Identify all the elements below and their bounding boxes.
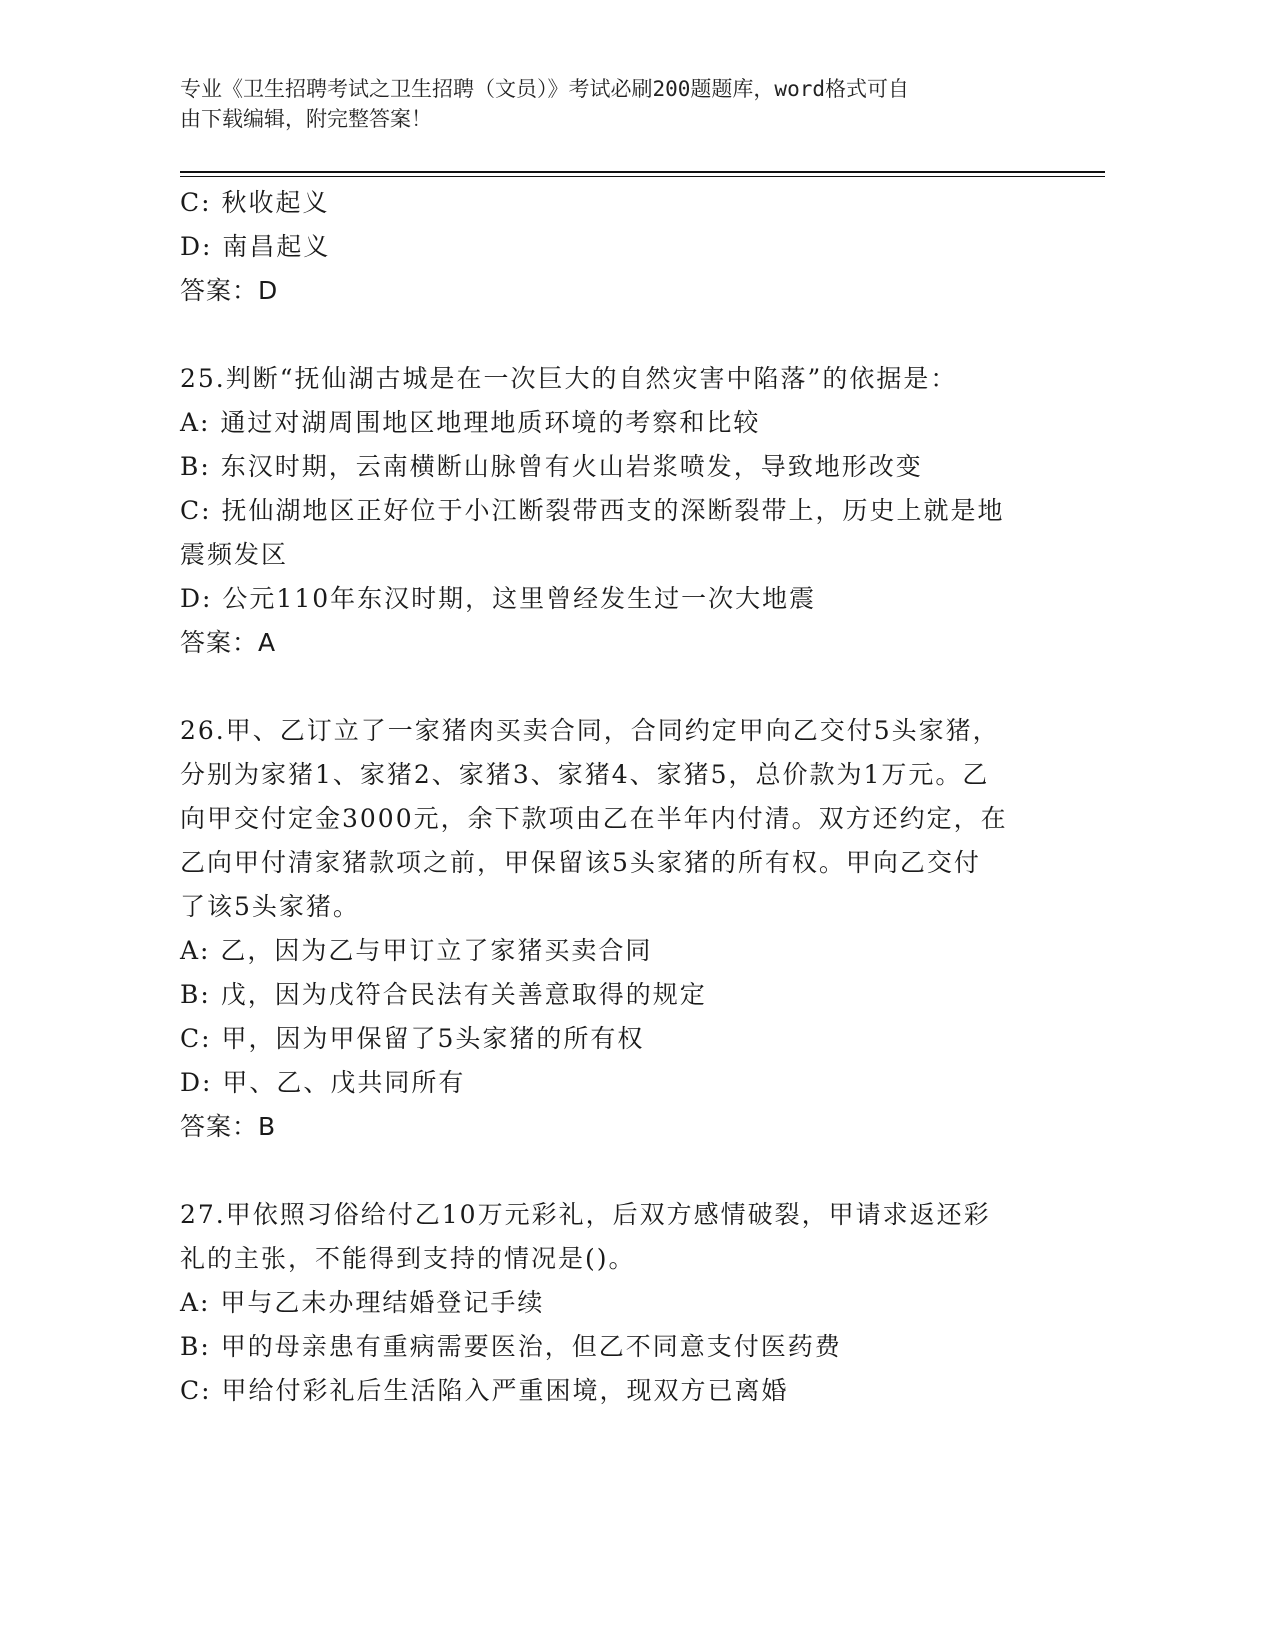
- question-line: 乙向甲付清家猪款项之前，甲保留该5头家猪的所有权。甲向乙交付: [180, 848, 981, 877]
- document-header: [180, 74, 1040, 134]
- question-line: C: 抚仙湖地区正好位于小江断裂带西支的深断裂带上，历史上就是地: [180, 496, 1005, 525]
- answer-line: 答案：D: [180, 276, 279, 305]
- question-line: B: 戊，因为戊符合民法有关善意取得的规定: [180, 980, 707, 1009]
- question-line: B: 东汉时期，云南横断山脉曾有火山岩浆喷发，导致地形改变: [180, 452, 923, 481]
- question-block: [180, 709, 1060, 1149]
- question-line: A: 乙，因为乙与甲订立了家猪买卖合同: [180, 936, 653, 965]
- question-line: C: 甲给付彩礼后生活陷入严重困境，现双方已离婚: [180, 1376, 789, 1405]
- question-line: D: 南昌起义: [180, 232, 331, 261]
- question-line: A: 甲与乙未办理结婚登记手续: [180, 1288, 545, 1317]
- question-line: D: 公元110年东汉时期，这里曾经发生过一次大地震: [180, 584, 817, 613]
- answer-line: 答案：A: [180, 628, 277, 657]
- answer-line: 答案：B: [180, 1112, 277, 1141]
- question-line: B: 甲的母亲患有重病需要医治，但乙不同意支付医药费: [180, 1332, 842, 1361]
- question-line: D: 甲、乙、戊共同所有: [180, 1068, 466, 1097]
- question-line: C: 秋收起义: [180, 188, 330, 217]
- block-spacer: [180, 665, 1060, 709]
- question-line: 了该5头家猪。: [180, 892, 360, 921]
- question-line: A: 通过对湖周围地区地理地质环境的考察和比较: [180, 408, 761, 437]
- question-content: [180, 181, 1060, 1413]
- header-line-2: 由下载编辑，附完整答案！: [180, 107, 432, 131]
- question-line: 27.甲依照习俗给付乙10万元彩礼，后双方感情破裂，甲请求返还彩: [180, 1200, 991, 1229]
- question-line: 向甲交付定金3000元，余下款项由乙在半年内付清。双方还约定，在: [180, 804, 1008, 833]
- question-block: [180, 357, 1060, 665]
- block-spacer: [180, 313, 1060, 357]
- question-line: 礼的主张，不能得到支持的情况是()。: [180, 1244, 636, 1273]
- block-spacer: [180, 1149, 1060, 1193]
- header-rule-thick: [180, 171, 1105, 173]
- question-line: 震频发区: [180, 540, 289, 569]
- question-block: [180, 181, 1060, 313]
- header-rule-thin: [180, 176, 1105, 177]
- header-line-1: 专业《卫生招聘考试之卫生招聘（文员）》考试必刷200题题库，word格式可自: [180, 77, 909, 101]
- question-line: 分别为家猪1、家猪2、家猪3、家猪4、家猪5，总价款为1万元。乙: [180, 760, 990, 789]
- question-block: [180, 1193, 1060, 1413]
- question-line: 26.甲、乙订立了一家猪肉买卖合同，合同约定甲向乙交付5头家猪，: [180, 716, 1000, 745]
- question-line: 25.判断“抚仙湖古城是在一次巨大的自然灾害中陷落”的依据是：: [180, 364, 958, 393]
- question-line: C: 甲，因为甲保留了5头家猪的所有权: [180, 1024, 645, 1053]
